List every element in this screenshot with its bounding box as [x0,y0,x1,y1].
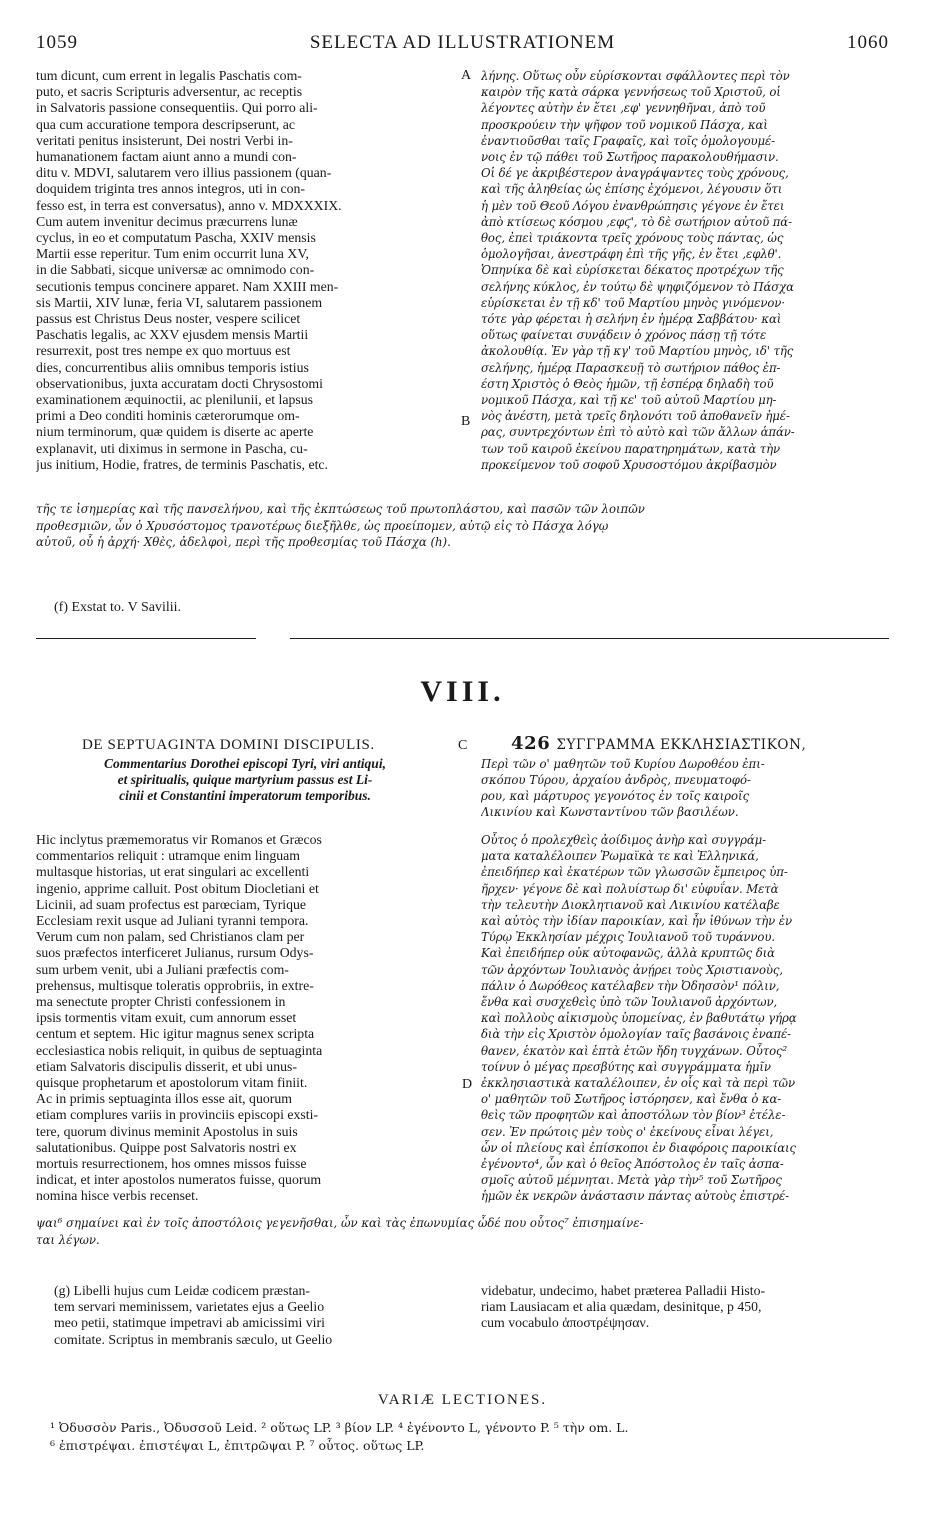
text-line: ψαι⁶ σημαίνει καὶ ἐν τοῖς ἀποστόλοις γεγενῆσθαι, ὧν καὶ τὰς ἐπωνυμίας ὧδέ που οὗτος⁷ ἐπισημαίνε- [36,1216,644,1230]
text-line: προσκρούειν τὴν ψῆφον τοῦ νομικοῦ Πάσχα, καὶ [481,117,768,132]
text-line: σεν. Ἐν πρώτοις μὲν τοὺς ο' ἐκείνους εἶναι λέγει, [481,1124,774,1139]
page-header [36,32,889,56]
text-line: fesso est, in terra est conversatus), anno v. MDXXXIX. [36,197,342,213]
text-line: Licinii, ad suam profectus est parœciam, Tyrique [36,896,307,912]
variant-line-1: ¹ Ὀδυσσὸν Paris., Ὀδυσσοῦ Leid. ² οὕτως LP. ³ βίον LP. ⁴ ἐγένοντο L, γένοντο P. ⁵ τὴν om. L. [50,1420,629,1435]
text-line: Martii esse reperitur. Tum enim occurrit luna XV, [36,246,309,262]
page-number-right: 1060 [847,32,889,53]
text-line: καὶ πολλοὺς αἰκισμοὺς ὑπομείνας, ἐν βαθυτάτῳ γήρᾳ [481,1011,797,1026]
text-line: καιρὸν τῆς κατὰ σάρκα γεννήσεως τοῦ Χριστοῦ, οἱ [481,85,781,100]
text-line: observationibus, juxta accuratam docti Chrysostomi [36,375,323,391]
text-line: mortuis resurrectionem, hos omnes missos fuisse [36,1156,307,1172]
text-line: τοίνυν ὁ μέγας πρεσβύτης καὶ συγγράμματα ἡμῖν [481,1059,771,1074]
text-line: νοις ἐν τῷ πάθει τοῦ Σωτῆρος παρακολουθήμασιν. [481,150,779,165]
top-latin-column [36,68,454,483]
text-line: doquidem triginta tres annos integros, uti in con- [36,181,305,197]
text-line: αὐτοῦ, οὗ ἡ ἀρχή· Χθὲς, ἀδελφοὶ, περὶ τῆς προθεσμίας τοῦ Πάσχα (h). [36,535,451,549]
text-line: Hic inclytus præmemoratus vir Romanos et Græcos [36,832,322,847]
text-line: Ecclesiam rexit usque ad Juliani tyranni tempora. [36,913,309,929]
footnote-g-left [54,1283,454,1353]
text-line: multasque historias, ut erat singulari ac excellenti [36,864,310,880]
greek-section-heading [511,733,806,754]
footnote-g-right [481,1283,889,1353]
margin-marker-b: B [461,414,471,429]
text-line: εὑρίσκεται ἐν τῇ κδ' τοῦ Μαρτίου μηνὸς γινόμενον· [481,295,785,310]
text-line: ο' μαθητῶν τοῦ Σωτῆρος ἱστόρησεν, καὶ ἔνθα ὁ κα- [481,1092,782,1107]
text-line: nomina hisce verbis recenset. [36,1188,199,1204]
subtitle-line: cinii et Constantini imperatorum temporibus. [119,788,371,803]
text-line: jus initium, Hodie, fratres, de terminis Paschatis, etc. [36,456,328,472]
text-line: καὶ τῆς ἀληθείας ὡς ἐπίσης ἐχόμενοι, λέγουσιν ὅτι [481,182,783,197]
text-line: salutationibus. Quippe post Salvatoris nostri ex [36,1139,297,1155]
text-line: ματα καταλέλοιπεν Ῥωμαϊκὰ τε καὶ Ἑλληνικά, [481,849,759,864]
text-line: σελήνης κύκλος, ἐν τούτῳ δὲ ψηφιζόμενον τὸ Πάσχα [481,279,794,294]
text-line: σελήνης, ἡμέρᾳ Παρασκευῇ τὸ σωτήριον πάθος ἐπ- [481,360,781,375]
text-line: τὴν τελευτὴν Διοκλητιανοῦ καὶ Λικινίου κατέλαβε [481,897,780,912]
subtitle-line: et spiritualis, quique martyrium passus est Li- [117,772,373,787]
footnote-line: videbatur, undecimo, habet præterea Palladii Histo- [481,1283,766,1298]
top-greek-column [481,68,889,483]
text-line: etiam Salvatoris discipulis disserit, et ubi unus- [36,1058,297,1074]
text-line: primi a Deo conditi hominis cæterorumque om- [36,408,300,424]
text-line: νομικοῦ Πάσχα, καὶ τῇ κε' τοῦ αὐτοῦ Μαρτίου μη- [481,393,777,408]
text-line: ῆρχεν· γέγονε δὲ καὶ πολυίστωρ δι' εὐφυΐαν. Μετὰ [481,881,779,896]
greek-section-number: 426 [511,733,551,754]
text-line: ἡμῶν ἐκ νεκρῶν ἀνάστασιν πάντας αὐτοὺς ἐπιστρέ- [481,1189,790,1204]
subtitle-line: σκόπου Τύρου, ἀρχαίου ἀνδρὸς, πνευματοφό- [481,773,751,787]
section-number: VIII. [420,675,505,708]
text-line: ἐναντιοῦσθαι ταῖς Γραφαῖς, καὶ τοῖς ὁμολογουμέ- [481,133,776,148]
section-latin-column [36,832,454,1214]
text-line: ἐγένοντο⁴, ὧν καὶ ὁ θεῖος Ἀπόστολος ἐν ταῖς ἀσπα- [481,1157,784,1172]
margin-marker-d: D [462,1077,473,1092]
text-line: τῶν ἀρχόντων Ἰουλιανὸς ἀνῄρει τοὺς Χριστιανοὺς, [481,962,783,977]
section-greek-full-width [36,1215,889,1248]
text-line: puto, et sacris Scripturis adversentur, ac receptis [36,84,303,100]
text-line: πάλιν ὁ Δωρόθεος κατέλαβεν τὴν Ὀδησσὸν¹ πόλιν, [481,978,780,993]
text-line: tere, quorum divinus meminit Apostolus in suis [36,1123,298,1139]
text-line: secutionis tempus concinere apparet. Nam XXIII men- [36,278,339,294]
text-line: προκείμενον τοῦ σοφοῦ Χρυσοστόμου ἀκρίβασμὸν [481,457,777,472]
text-line: καὶ αὐτὸς τὴν ἰδίαν παροικίαν, καὶ ἦν ἰθύνων τὴν ἐν [481,914,792,929]
text-line: ingenio, apprime calluit. Post obitum Diocletiani et [36,880,319,896]
text-line: θανεν, ἑκατὸν καὶ ἑπτὰ ἐτῶν ἤδη τυγχάνων. Οὗτος² [481,1043,788,1058]
greek-heading-text: ΣΥΓΓΡΑΜΜΑ ΕΚΚΛΗΣΙΑΣΤΙΚΟΝ, [556,737,807,753]
text-line: ma senectute propter Christi confessionem in [36,994,286,1010]
text-line: διὰ τὴν εἰς Χριστὸν ὁμολογίαν ταῖς βασάνοις ἐναπέ- [481,1027,791,1042]
text-line: sis Martii, XIV lunæ, feria VI, salutarem passionem [36,294,323,310]
variae-lectiones-heading: VARIÆ LECTIONES. [377,1392,548,1408]
footnote-line: (g) Libelli hujus cum Leidæ codicem præstan- [54,1283,310,1298]
text-line: qua cum accuratione tempora descripserunt, ac [36,116,295,132]
text-line: λέγοντες αὐτὴν ἐν ἔτει ,εφ' γεννηθῆναι, ἀπὸ τοῦ [481,101,766,116]
footnote-f: (f) Exstat to. V Savilii. [54,600,182,615]
text-line: ἔνθα καὶ συσχεθεὶς ὑπὸ τῶν Ἰουλιανοῦ ἀρχόντων, [481,995,778,1010]
text-line: ται λέγων. [36,1232,100,1247]
text-line: cyclus, in eo et computatum Pascha, XXIV mensis [36,230,316,246]
text-line: ἐπειδήπερ καὶ ἑκατέρων τῶν γλωσσῶν ἔμπειρος ὑπ- [481,865,788,880]
latin-section-heading: DE SEPTUAGINTA DOMINI DISCIPULIS. [82,737,375,753]
footnote-line: comitate. Scriptus in membranis sæculo, ut Geelio [54,1331,333,1347]
text-line: explanavit, uti diximus in sermone in Pascha, cu- [36,440,308,456]
text-line: έστη Χριστὸς ὁ Θεὸς ἡμῶν, τῇ ἑσπέρᾳ δηλαδὴ τοῦ [481,376,774,391]
text-line: θος, ἐπεὶ τριάκοντα τρεῖς χρόνους τοὺς πάντας, ὡς [481,231,784,246]
margin-marker-c: C [458,738,468,753]
page-number-left: 1059 [36,32,78,53]
text-line: ἡ μὲν τοῦ Θεοῦ Λόγου ἐνανθρώπησις γέγονε ἐν ἔτει [481,198,785,213]
text-line: examinationem æquinoctii, ac plenilunii, et lapsus [36,392,314,408]
text-line: ipsis tormentis vitam exuit, cum annorum esset [36,1010,297,1026]
text-line: ἐκκλησιαστικὰ καταλέλοιπεν, ἐν οἷς καὶ τὰ περὶ τῶν [481,1076,795,1091]
text-line: τῆς τε ἰσημερίας καὶ τῆς πανσελήνου, καὶ τῆς ἐκπτώσεως τοῦ πρωτοπλάστου, καὶ πασῶν τῶν λοιπῶν [36,502,645,516]
text-line: Paschatis legalis, ac XXV ejusdem mensis Martii [36,327,309,343]
text-line: προθεσμιῶν, ὧν ὁ Χρυσόστομος τρανοτέρως διεξῆλθε, ὡς προείπομεν, αὐτῷ εἰς τὸ Πάσχα λόγῳ [36,518,609,533]
footnote-line: cum vocabulo ἀποστρέψησαν. [481,1315,650,1331]
running-title: SELECTA AD ILLUSTRATIONEM [309,32,616,53]
text-line: passus est Christus Deus noster, vespere scilicet [36,311,301,327]
section-rule-right [290,638,889,639]
text-line: etiam complures variis in provinciis episcopi exsti- [36,1107,319,1123]
text-line: nium terminorum, quæ quidem is diserte ac aperte [36,424,314,440]
text-line: Οὗτος ὁ προλεχθεὶς ἀοίδιμος ἀνὴρ καὶ συγγράμ- [481,833,767,847]
text-line: σμοῖς αὐτοῦ μέμνηται. Μετὰ γὰρ τὴν⁵ τοῦ Σωτῆρος [481,1173,782,1188]
margin-marker-a: A [461,68,472,83]
text-line: veritati penitus insisterunt, Dei nostri Verbi in- [36,132,293,148]
text-line: Τύρῳ Ἐκκλησίαν μέχρις Ἰουλιανοῦ τοῦ τυράννου. [481,930,775,945]
text-line: νὸς ἀνέστη, μετὰ τρεῖς δηλονότι τοῦ ἀποθανεῖν ἡμέ- [481,409,790,424]
text-line: Verum cum non palam, sed Christianos clam per [36,929,305,945]
text-line: commentarios reliquit : utramque enim linguam [36,848,300,864]
footnote-line: meo petii, statimque impetravi ab amicissimi viri [54,1315,325,1331]
text-line: ρας, συντρεχόντων ἐπὶ τὸ αὐτὸ καὶ τῶν ἄλλων ἁπάν- [481,425,795,440]
text-line: prehensus, multisque toleratis opprobriis, in extre- [36,977,314,993]
text-line: sum urbem venit, ubi a Juliani præfectis com- [36,961,289,977]
text-line: centum et septem. Hic igitur magnus senex scripta [36,1026,315,1042]
text-line: των τοῦ καιροῦ ἐκείνου παρατηρημάτων, κατὰ τὴν [481,441,781,456]
text-line: Ac in primis septuaginta illos esse ait, quorum [36,1091,292,1107]
subtitle-line: Commentarius Dorothei episcopi Tyri, viri antiqui, [104,756,386,771]
greek-subtitle [481,756,889,820]
footnote-line: riam Lausiacam et alia quædam, desinitque, p 450, [481,1299,762,1315]
text-line: Cum autem invenitur decimus præcurrens lunæ [36,213,298,229]
text-line: ἀπὸ κτίσεως κόσμου ,εφϛ', τὸ δὲ σωτήριον αὐτοῦ πά- [481,214,792,229]
text-line: ditu v. MDVI, salutarem vero illius passionem (quan- [36,165,332,181]
text-line: ὧν οἱ πλείους καὶ ἐπίσκοποι ἐν διαφόροις παροικίαις [481,1140,796,1155]
top-greek-full-width [36,501,889,551]
text-line: ὁμολογῆσαι, ἀνεστράφη ἐπὶ τῆς γῆς, ἐν ἔτει ,εφλθ'. [481,247,782,262]
text-line: Καὶ ἐπειδήπερ οὐκ αὐτοφανῶς, ἀλλὰ κρυπτῶς διὰ [481,946,775,961]
text-line: οὕτως φαίνεται συνᾴδειν ὁ χρόνος πάσῃ τῇ τότε [481,328,767,343]
subtitle-line: Λικινίου καὶ Κωνσταντίνου τῶν βασιλέων. [481,805,739,819]
text-line: Ὁπηνίκα δὲ καὶ εὑρίσκεται δέκατος προτρέχων τῆς [481,263,784,278]
section-rule-left [36,638,256,639]
text-line: quisque prophetarum et apostolorum vitam finiit. [36,1075,308,1091]
section-greek-column [481,832,889,1214]
text-line: dies, concurrentibus aliis omnibus temporis istius [36,359,309,375]
text-line: tum dicunt, cum errent in legalis Paschatis com- [36,68,302,83]
text-line: λήνης. Οὕτως οὖν εὑρίσκονται σφάλλοντες περὶ τὸν [481,69,790,83]
text-line: suos præfectos interficeret Julianus, rursum Odys- [36,945,314,961]
text-line: indicat, et inter apostolos numeratos fuisse, quorum [36,1172,322,1188]
latin-subtitle [36,756,454,804]
variant-line-2: ⁶ ἐπιστρέψαι. ἐπιστέψαι L, ἐπιτρῶψαι P. ⁷ οὗτος. οὕτως LP. [50,1438,425,1453]
text-line: in Salvatoris passione consequentiis. Qui porro ali- [36,100,318,116]
text-line: in die Sabbati, sicque universæ ac omnimodo con- [36,262,315,278]
text-line: θεὶς τῶν προφητῶν καὶ ἀποστόλων τὸν βίον³ ἐτέλε- [481,1108,786,1123]
text-line: Οἱ δέ γε ἀκριβέστερον ἀναγράψαντες τοὺς χρόνους, [481,166,789,181]
subtitle-line: Περὶ τῶν ο' μαθητῶν τοῦ Κυρίου Δωροθέου ἐπι- [481,757,765,771]
text-line: humanationem factam aiunt anno a mundi con- [36,149,297,165]
text-line: ἀκολουθίᾳ. Ἐν γὰρ τῇ κγ' τοῦ Μαρτίου μηνὸς, ιδ' τῆς [481,344,794,359]
subtitle-line: ρου, καὶ μάρτυρος γεγονότος ἐν τοῖς καιροῖς [481,789,750,803]
text-line: τότε γὰρ φέρεται ἡ σελήνη ἐν ἡμέρᾳ Σαββάτου· καὶ [481,312,782,327]
footnote-line: tem servari meminissem, varietates ejus a Geelio [54,1299,325,1315]
text-line: ecclesiastica nobis reliquit, in quibus de septuaginta [36,1042,323,1058]
text-line: resurrexit, post tres nempe ex quo mortuus est [36,343,291,359]
